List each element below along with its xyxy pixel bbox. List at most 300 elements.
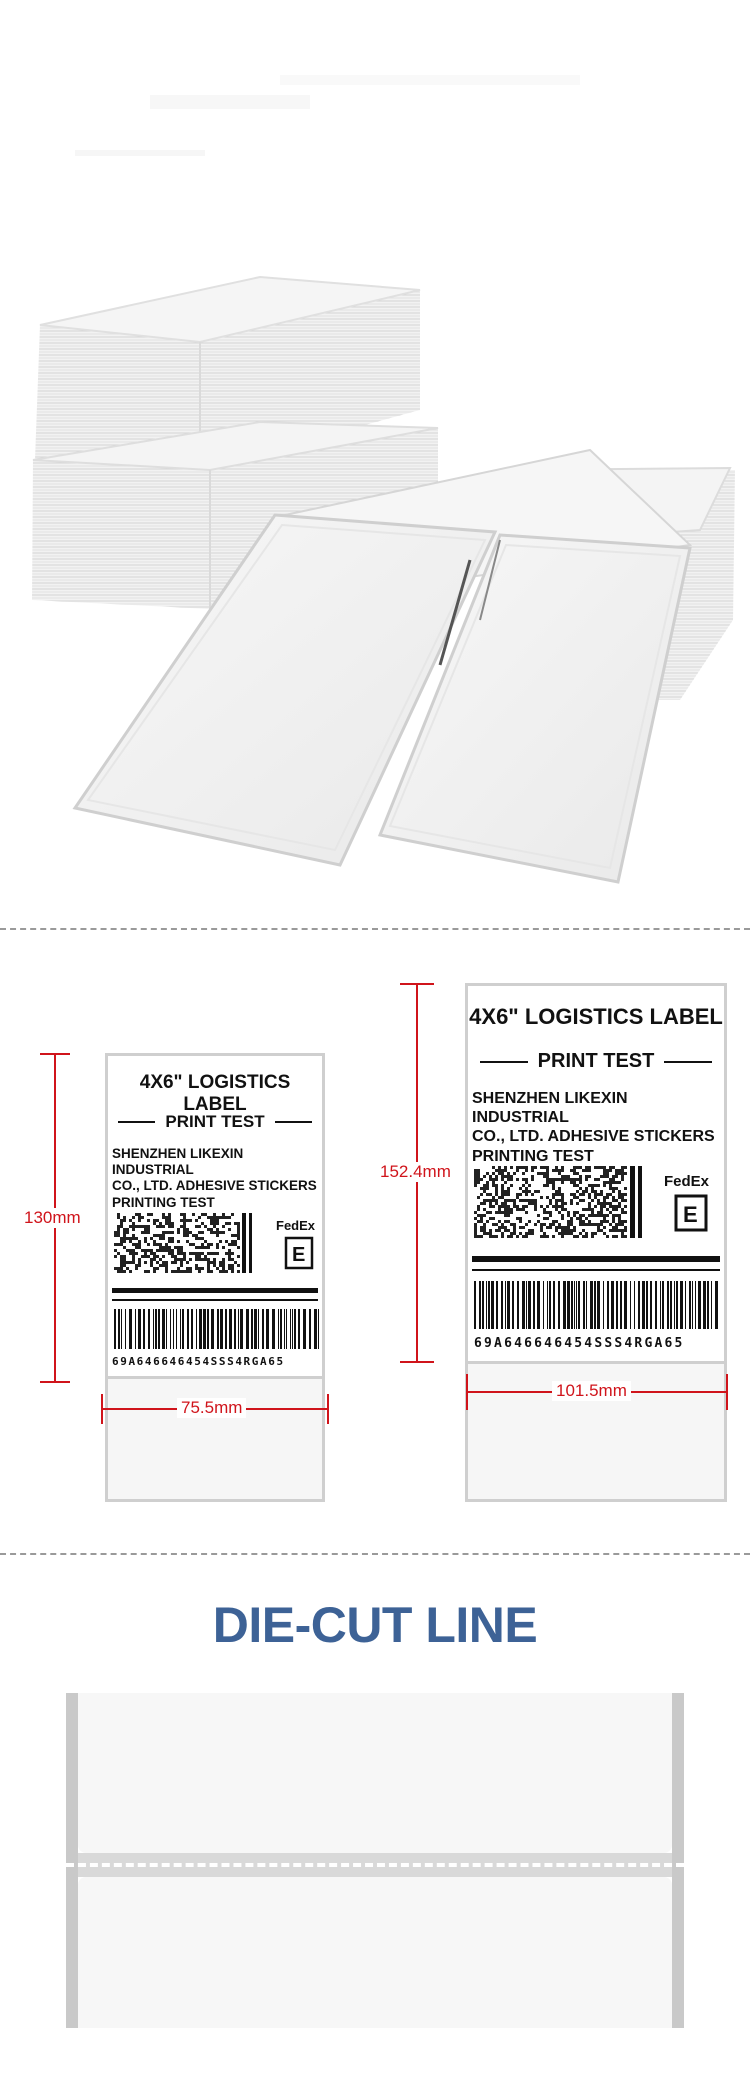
qr-module bbox=[177, 1246, 180, 1249]
qr-module bbox=[474, 1217, 477, 1220]
qr-module bbox=[477, 1208, 480, 1211]
qr-module bbox=[543, 1166, 546, 1169]
qr-module bbox=[228, 1216, 231, 1219]
qr-module bbox=[501, 1235, 504, 1238]
barcode-bar bbox=[314, 1309, 317, 1349]
qr-module bbox=[477, 1169, 480, 1172]
qr-module bbox=[120, 1222, 123, 1225]
qr-module bbox=[597, 1184, 600, 1187]
qr-module bbox=[609, 1184, 612, 1187]
qr-module bbox=[615, 1181, 618, 1184]
qr-module bbox=[162, 1213, 165, 1216]
barcode-bar bbox=[533, 1281, 535, 1329]
qr-module bbox=[210, 1216, 213, 1219]
qr-module bbox=[606, 1169, 609, 1172]
qr-module bbox=[498, 1205, 501, 1208]
qr-module bbox=[195, 1258, 198, 1261]
qr-module bbox=[519, 1187, 522, 1190]
qr-module bbox=[504, 1229, 507, 1232]
qr-module bbox=[186, 1228, 189, 1231]
barcode-bar bbox=[715, 1281, 718, 1329]
qr-module bbox=[120, 1240, 123, 1243]
qr-module bbox=[603, 1205, 606, 1208]
qr-module bbox=[480, 1235, 483, 1238]
qr-module bbox=[153, 1258, 156, 1261]
qr-module bbox=[576, 1184, 579, 1187]
barcode-bar bbox=[670, 1281, 672, 1329]
qr-module bbox=[213, 1258, 216, 1261]
qr-module bbox=[522, 1208, 525, 1211]
barcode-bar bbox=[522, 1281, 525, 1329]
qr-module bbox=[543, 1172, 546, 1175]
qr-module bbox=[120, 1264, 123, 1267]
barcode-bar bbox=[158, 1309, 160, 1349]
qr-module bbox=[528, 1199, 531, 1202]
qr-module bbox=[183, 1216, 186, 1219]
barcode-bar bbox=[660, 1281, 661, 1329]
qr-module bbox=[609, 1229, 612, 1232]
qr-module bbox=[189, 1258, 192, 1261]
qr-module bbox=[132, 1237, 135, 1240]
qr-module bbox=[540, 1226, 543, 1229]
qr-module bbox=[114, 1234, 117, 1237]
qr-module bbox=[540, 1196, 543, 1199]
qr-module bbox=[561, 1214, 564, 1217]
qr-module bbox=[588, 1184, 591, 1187]
qr-module bbox=[165, 1249, 168, 1252]
die-cut-illustration bbox=[66, 1693, 684, 2028]
qr-module bbox=[483, 1229, 486, 1232]
qr-module bbox=[561, 1208, 564, 1211]
qr-module bbox=[522, 1172, 525, 1175]
qr-module bbox=[492, 1184, 495, 1187]
qr-module bbox=[129, 1219, 132, 1222]
qr-module bbox=[561, 1229, 564, 1232]
barcode-bar bbox=[576, 1281, 577, 1329]
qr-module bbox=[480, 1193, 483, 1196]
qr-module bbox=[483, 1202, 486, 1205]
qr-module bbox=[534, 1166, 537, 1169]
qr-module bbox=[567, 1220, 570, 1223]
qr-module bbox=[153, 1267, 156, 1270]
barcode-bar bbox=[501, 1281, 503, 1329]
qr-module bbox=[555, 1199, 558, 1202]
qr-module bbox=[597, 1211, 600, 1214]
qr-module bbox=[126, 1237, 129, 1240]
barcode-bar bbox=[258, 1309, 259, 1349]
qr-module bbox=[615, 1226, 618, 1229]
qr-module bbox=[156, 1255, 159, 1258]
qr-module bbox=[483, 1208, 486, 1211]
qr-module bbox=[189, 1231, 192, 1234]
qr-module bbox=[558, 1172, 561, 1175]
qr-module bbox=[135, 1243, 138, 1246]
qr-module bbox=[597, 1229, 600, 1232]
qr-module bbox=[492, 1178, 495, 1181]
qr-module bbox=[600, 1208, 603, 1211]
barcode-bar bbox=[135, 1309, 136, 1349]
qr-module bbox=[177, 1228, 180, 1231]
qr-module bbox=[213, 1222, 216, 1225]
qr-module bbox=[135, 1246, 138, 1249]
qr-module bbox=[135, 1237, 138, 1240]
qr-module bbox=[195, 1234, 198, 1237]
qr-module bbox=[228, 1252, 231, 1255]
qr-module bbox=[600, 1166, 603, 1169]
qr-module bbox=[486, 1187, 489, 1190]
qr-module bbox=[114, 1231, 117, 1234]
barcode-bar bbox=[674, 1281, 675, 1329]
qr-module bbox=[621, 1220, 624, 1223]
barcode-bar bbox=[537, 1281, 540, 1329]
qr-module bbox=[237, 1228, 240, 1231]
qr-module bbox=[543, 1232, 546, 1235]
qr-module bbox=[591, 1235, 594, 1238]
qr-module bbox=[222, 1216, 225, 1219]
qr-module bbox=[195, 1255, 198, 1258]
qr-module bbox=[486, 1232, 489, 1235]
qr-module bbox=[201, 1237, 204, 1240]
qr-module bbox=[132, 1249, 135, 1252]
qr-module bbox=[543, 1211, 546, 1214]
qr-module bbox=[561, 1199, 564, 1202]
qr-module bbox=[114, 1249, 117, 1252]
barcode-bar bbox=[479, 1281, 481, 1329]
qr-module bbox=[222, 1267, 225, 1270]
qr-module bbox=[504, 1181, 507, 1184]
qr-module bbox=[150, 1258, 153, 1261]
qr-module bbox=[207, 1216, 210, 1219]
qr-module bbox=[180, 1264, 183, 1267]
qr-module bbox=[132, 1228, 135, 1231]
barcode-bar bbox=[254, 1309, 257, 1349]
qr-module bbox=[513, 1229, 516, 1232]
qr-module bbox=[615, 1199, 618, 1202]
qr-module bbox=[546, 1178, 549, 1181]
qr-module bbox=[618, 1190, 621, 1193]
qr-module bbox=[489, 1235, 492, 1238]
barcode-bar bbox=[125, 1309, 126, 1349]
qr-module bbox=[138, 1258, 141, 1261]
qr-module bbox=[201, 1243, 204, 1246]
qr-module bbox=[507, 1178, 510, 1181]
qr-module bbox=[531, 1193, 534, 1196]
small-thick-rule bbox=[112, 1288, 318, 1293]
qr-module bbox=[618, 1193, 621, 1196]
qr-module bbox=[138, 1264, 141, 1267]
qr-module bbox=[501, 1223, 504, 1226]
qr-module bbox=[558, 1169, 561, 1172]
qr-module bbox=[618, 1214, 621, 1217]
qr-module bbox=[180, 1261, 183, 1264]
qr-module bbox=[525, 1178, 528, 1181]
qr-module bbox=[540, 1235, 543, 1238]
qr-module bbox=[153, 1270, 156, 1273]
qr-module bbox=[603, 1166, 606, 1169]
qr-module bbox=[516, 1208, 519, 1211]
qr-module bbox=[516, 1196, 519, 1199]
qr-module bbox=[579, 1214, 582, 1217]
qr-module bbox=[582, 1208, 585, 1211]
qr-module bbox=[552, 1235, 555, 1238]
qr-module bbox=[174, 1261, 177, 1264]
qr-module bbox=[144, 1228, 147, 1231]
qr-module bbox=[576, 1172, 579, 1175]
qr-module bbox=[612, 1235, 615, 1238]
qr-module bbox=[609, 1178, 612, 1181]
qr-module bbox=[582, 1190, 585, 1193]
barcode-bar bbox=[512, 1281, 514, 1329]
qr-module bbox=[228, 1228, 231, 1231]
qr-module bbox=[624, 1226, 627, 1229]
qr-module bbox=[231, 1240, 234, 1243]
qr-module bbox=[201, 1252, 204, 1255]
qr-module bbox=[207, 1264, 210, 1267]
qr-module bbox=[144, 1255, 147, 1258]
qr-module bbox=[588, 1223, 591, 1226]
qr-module bbox=[480, 1178, 483, 1181]
qr-module bbox=[477, 1172, 480, 1175]
qr-module bbox=[561, 1178, 564, 1181]
qr-module bbox=[477, 1220, 480, 1223]
qr-module bbox=[147, 1255, 150, 1258]
qr-module bbox=[183, 1222, 186, 1225]
qr-module bbox=[177, 1231, 180, 1234]
qr-module bbox=[495, 1178, 498, 1181]
qr-module bbox=[606, 1193, 609, 1196]
qr-module bbox=[582, 1199, 585, 1202]
qr-module bbox=[543, 1235, 546, 1238]
qr-module bbox=[624, 1193, 627, 1196]
dashed-separator-1 bbox=[0, 928, 750, 930]
qr-module bbox=[522, 1205, 525, 1208]
qr-module bbox=[180, 1252, 183, 1255]
barcode-bar bbox=[486, 1281, 487, 1329]
qr-module bbox=[507, 1214, 510, 1217]
barcode-bar bbox=[695, 1281, 696, 1329]
qr-module bbox=[492, 1235, 495, 1238]
qr-module bbox=[489, 1232, 492, 1235]
barcode-bar bbox=[238, 1309, 239, 1349]
qr-module bbox=[510, 1184, 513, 1187]
small-company-line-1: SHENZHEN LIKEXIN INDUSTRIAL bbox=[112, 1146, 244, 1178]
qr-module bbox=[216, 1243, 219, 1246]
qr-module bbox=[492, 1199, 495, 1202]
qr-module bbox=[579, 1220, 582, 1223]
qr-module bbox=[117, 1216, 120, 1219]
qr-module bbox=[207, 1258, 210, 1261]
qr-module bbox=[609, 1187, 612, 1190]
qr-module bbox=[624, 1187, 627, 1190]
qr-module bbox=[504, 1169, 507, 1172]
barcode-bar bbox=[655, 1281, 657, 1329]
qr-module bbox=[576, 1196, 579, 1199]
qr-module bbox=[147, 1225, 150, 1228]
qr-module bbox=[570, 1217, 573, 1220]
qr-module bbox=[171, 1225, 174, 1228]
qr-module bbox=[591, 1184, 594, 1187]
qr-module bbox=[612, 1214, 615, 1217]
qr-module bbox=[165, 1216, 168, 1219]
large-company-line-1: SHENZHEN LIKEXIN INDUSTRIAL bbox=[472, 1090, 628, 1127]
qr-module bbox=[492, 1223, 495, 1226]
qr-module bbox=[507, 1220, 510, 1223]
qr-module bbox=[228, 1222, 231, 1225]
qr-module bbox=[150, 1237, 153, 1240]
qr-module bbox=[618, 1169, 621, 1172]
qr-module bbox=[624, 1199, 627, 1202]
qr-module bbox=[474, 1184, 477, 1187]
barcode-bar bbox=[517, 1281, 519, 1329]
qr-module bbox=[183, 1228, 186, 1231]
barcode-bar bbox=[286, 1309, 287, 1349]
qr-module bbox=[147, 1219, 150, 1222]
qr-module bbox=[576, 1190, 579, 1193]
qr-module bbox=[132, 1234, 135, 1237]
qr-module bbox=[516, 1178, 519, 1181]
qr-module bbox=[189, 1267, 192, 1270]
qr-module bbox=[153, 1243, 156, 1246]
qr-module bbox=[555, 1202, 558, 1205]
qr-module bbox=[204, 1240, 207, 1243]
qr-module bbox=[528, 1184, 531, 1187]
qr-module bbox=[567, 1214, 570, 1217]
qr-module bbox=[120, 1255, 123, 1258]
qr-module bbox=[480, 1217, 483, 1220]
qr-module bbox=[498, 1229, 501, 1232]
qr-module bbox=[237, 1237, 240, 1240]
qr-module bbox=[516, 1166, 519, 1169]
qr-module bbox=[165, 1219, 168, 1222]
qr-module bbox=[519, 1208, 522, 1211]
qr-module bbox=[210, 1252, 213, 1255]
qr-module bbox=[579, 1223, 582, 1226]
qr-module bbox=[594, 1184, 597, 1187]
qr-module bbox=[495, 1169, 498, 1172]
qr-module bbox=[519, 1199, 522, 1202]
qr-module bbox=[498, 1220, 501, 1223]
qr-module bbox=[120, 1267, 123, 1270]
qr-module bbox=[147, 1213, 150, 1216]
large-label-subtitle bbox=[480, 1050, 712, 1073]
qr-module bbox=[147, 1243, 150, 1246]
qr-module bbox=[567, 1178, 570, 1181]
qr-module bbox=[561, 1196, 564, 1199]
qr-module bbox=[489, 1193, 492, 1196]
qr-module bbox=[615, 1208, 618, 1211]
qr-module bbox=[489, 1211, 492, 1214]
qr-module bbox=[126, 1267, 129, 1270]
qr-module bbox=[498, 1166, 501, 1169]
qr-module bbox=[525, 1169, 528, 1172]
qr-module bbox=[195, 1252, 198, 1255]
qr-module bbox=[585, 1175, 588, 1178]
qr-module bbox=[579, 1193, 582, 1196]
qr-module bbox=[237, 1255, 240, 1258]
qr-module bbox=[141, 1216, 144, 1219]
qr-module bbox=[588, 1196, 591, 1199]
barcode-bar bbox=[298, 1309, 300, 1349]
qr-module bbox=[603, 1214, 606, 1217]
qr-module bbox=[615, 1205, 618, 1208]
qr-module bbox=[234, 1234, 237, 1237]
qr-module bbox=[501, 1175, 504, 1178]
qr-module bbox=[219, 1240, 222, 1243]
barcode-bar bbox=[507, 1281, 510, 1329]
qr-module bbox=[504, 1214, 507, 1217]
barcode-bar bbox=[148, 1309, 150, 1349]
qr-module bbox=[237, 1246, 240, 1249]
qr-module bbox=[525, 1199, 528, 1202]
qr-module bbox=[168, 1219, 171, 1222]
qr-module bbox=[540, 1172, 543, 1175]
qr-module bbox=[603, 1196, 606, 1199]
qr-module bbox=[141, 1249, 144, 1252]
qr-module bbox=[135, 1213, 138, 1216]
qr-module bbox=[609, 1223, 612, 1226]
qr-module bbox=[558, 1199, 561, 1202]
qr-module bbox=[540, 1229, 543, 1232]
qr-module bbox=[615, 1214, 618, 1217]
qr-module bbox=[573, 1184, 576, 1187]
qr-module bbox=[528, 1220, 531, 1223]
qr-module bbox=[621, 1166, 624, 1169]
qr-module bbox=[474, 1232, 477, 1235]
qr-module bbox=[492, 1166, 495, 1169]
qr-module bbox=[573, 1211, 576, 1214]
qr-module bbox=[138, 1261, 141, 1264]
qr-module bbox=[570, 1202, 573, 1205]
qr-module bbox=[123, 1234, 126, 1237]
large-linear-barcode bbox=[474, 1281, 720, 1329]
qr-module bbox=[561, 1175, 564, 1178]
qr-module bbox=[198, 1270, 201, 1273]
qr-module bbox=[483, 1187, 486, 1190]
qr-module bbox=[144, 1252, 147, 1255]
qr-module bbox=[612, 1196, 615, 1199]
qr-module bbox=[480, 1214, 483, 1217]
qr-module bbox=[168, 1237, 171, 1240]
qr-module bbox=[156, 1249, 159, 1252]
qr-module bbox=[588, 1193, 591, 1196]
qr-module bbox=[144, 1231, 147, 1234]
qr-module bbox=[558, 1211, 561, 1214]
qr-module bbox=[537, 1190, 540, 1193]
qr-module bbox=[621, 1211, 624, 1214]
qr-module bbox=[489, 1178, 492, 1181]
qr-module bbox=[516, 1217, 519, 1220]
qr-module bbox=[195, 1267, 198, 1270]
qr-module bbox=[162, 1231, 165, 1234]
qr-module bbox=[570, 1223, 573, 1226]
qr-module bbox=[231, 1258, 234, 1261]
qr-module bbox=[516, 1169, 519, 1172]
qr-module bbox=[231, 1264, 234, 1267]
qr-module bbox=[222, 1261, 225, 1264]
large-label-code: 69A646646454SSS4RGA65 bbox=[474, 1336, 685, 1351]
qr-module bbox=[534, 1208, 537, 1211]
qr-module bbox=[123, 1228, 126, 1231]
qr-module bbox=[183, 1225, 186, 1228]
qr-module bbox=[624, 1166, 627, 1169]
qr-module bbox=[204, 1225, 207, 1228]
qr-module bbox=[474, 1226, 477, 1229]
qr-module bbox=[138, 1243, 141, 1246]
barcode-bar bbox=[630, 1281, 631, 1329]
qr-module bbox=[621, 1232, 624, 1235]
qr-module bbox=[585, 1217, 588, 1220]
qr-module bbox=[171, 1237, 174, 1240]
